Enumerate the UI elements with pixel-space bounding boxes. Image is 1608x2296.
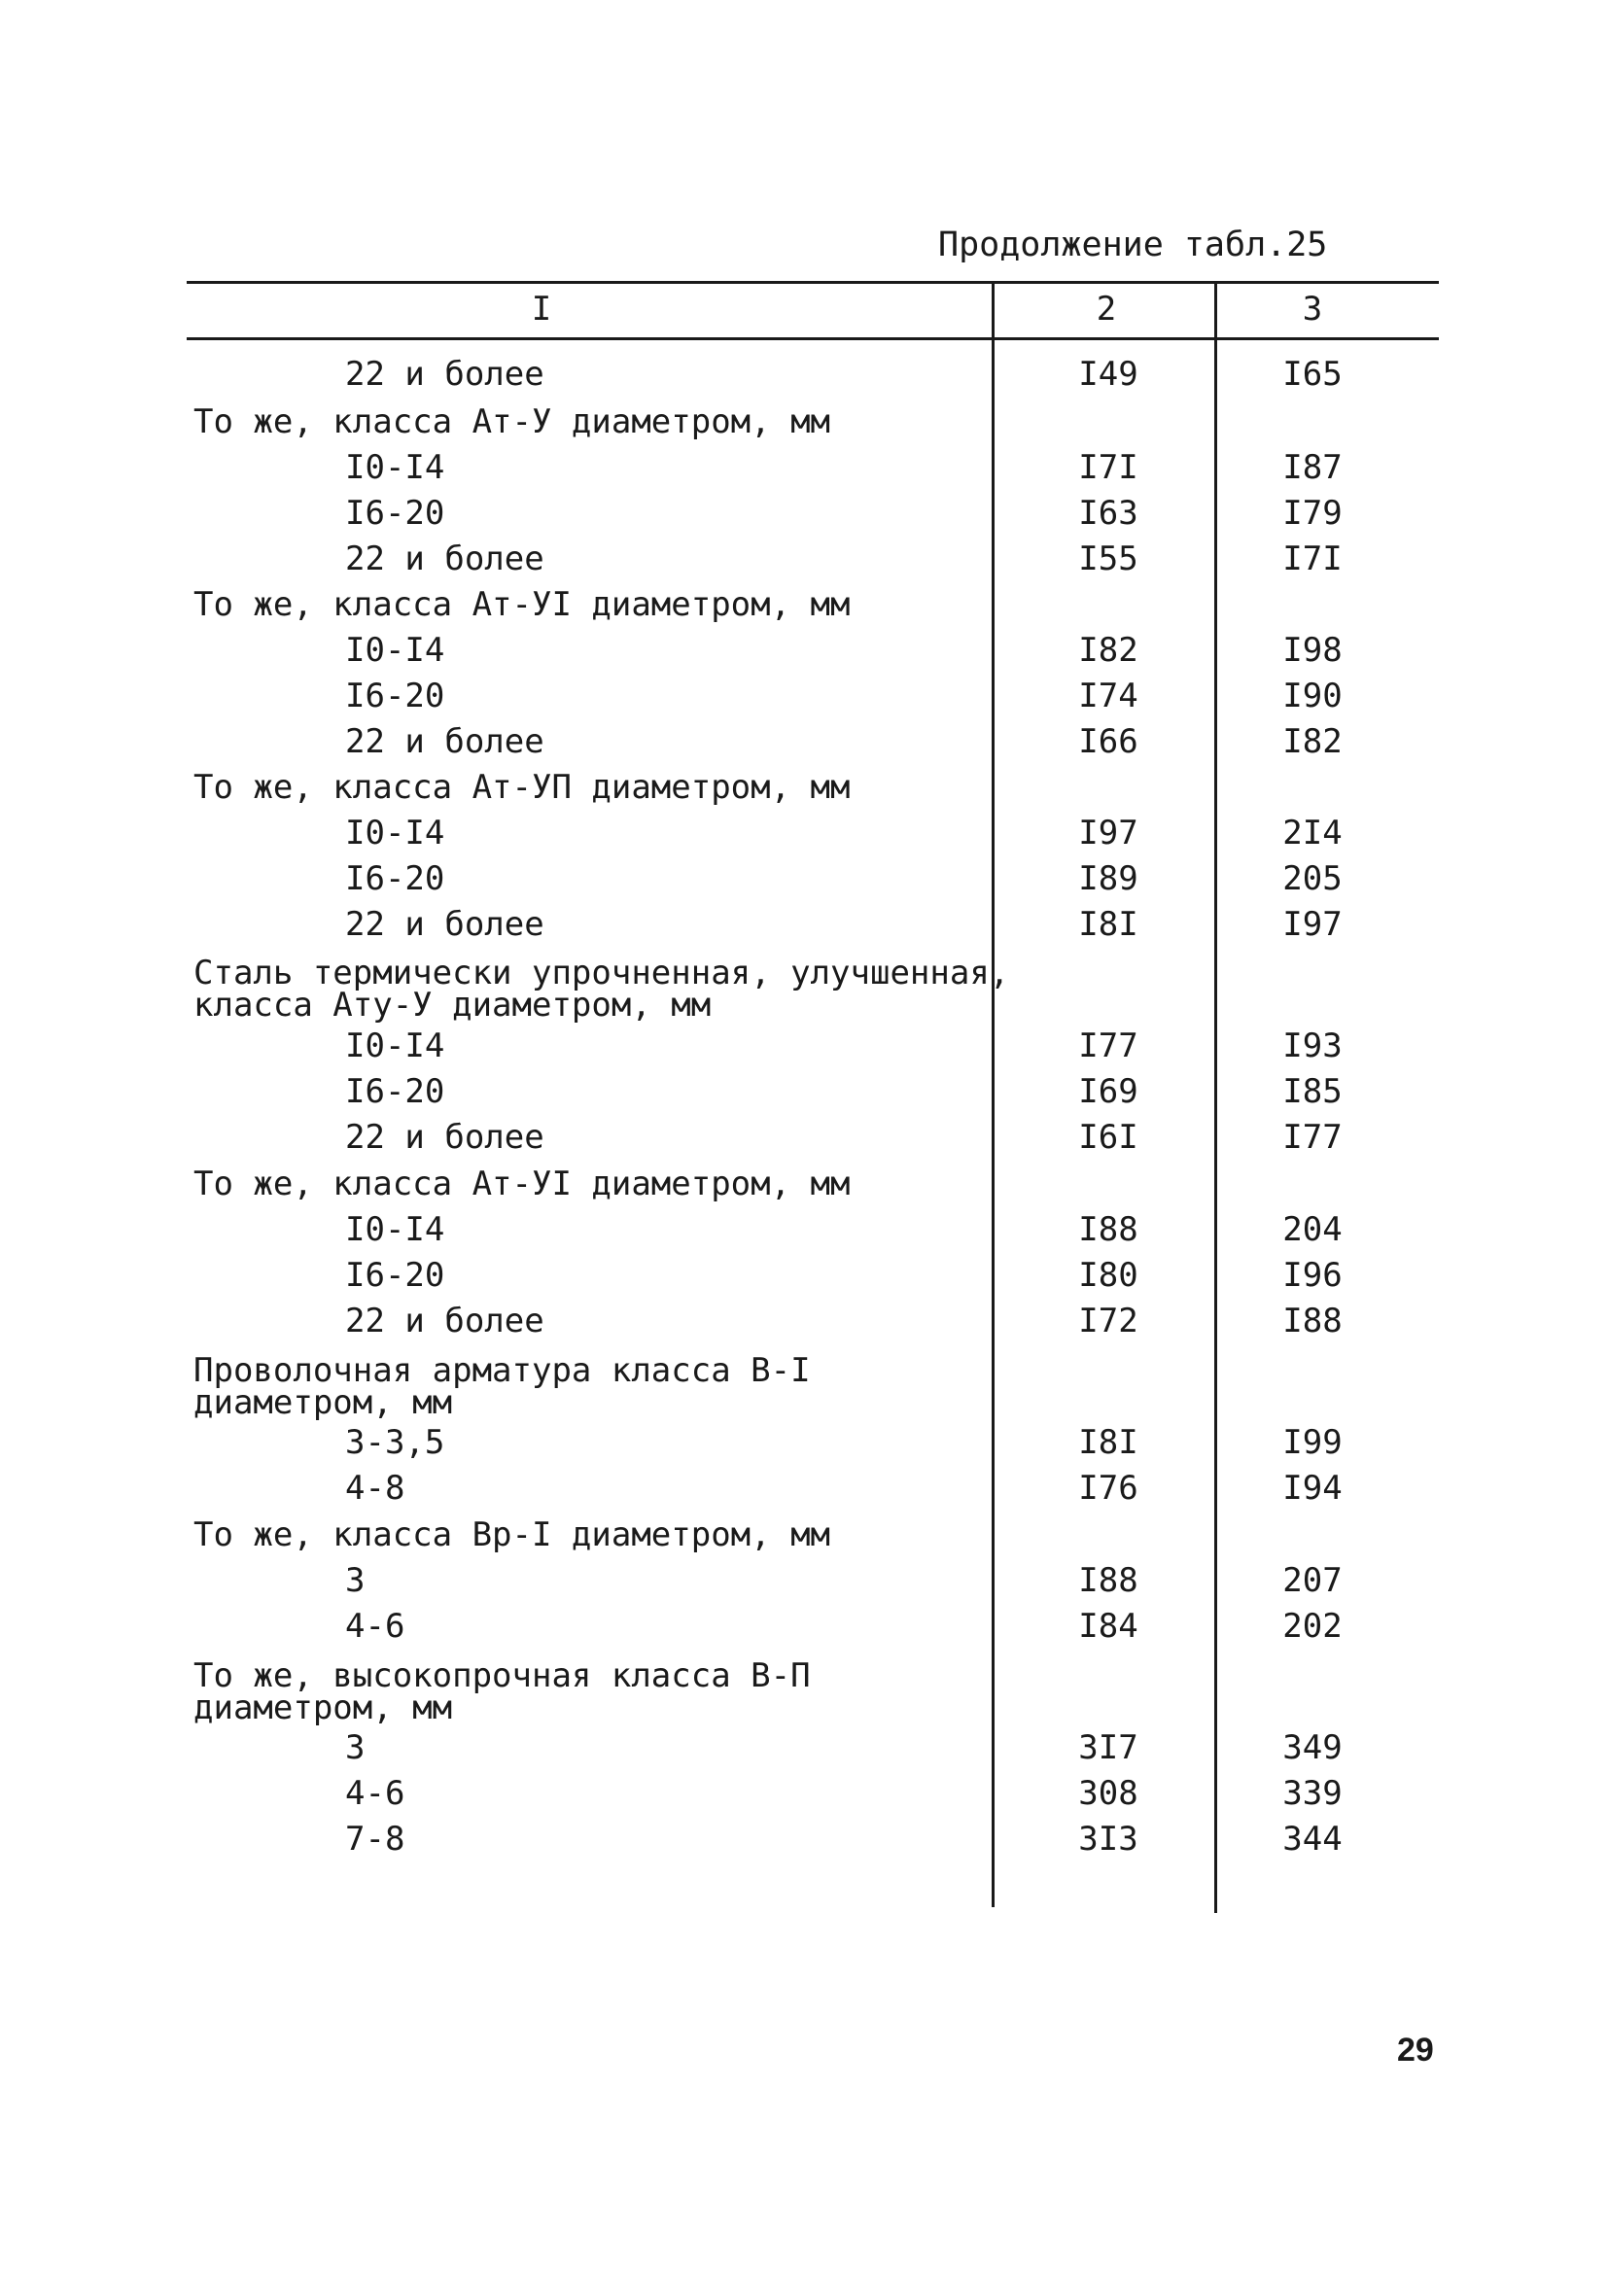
row-value-col2: 3I7 [1078, 1728, 1138, 1767]
row-value-col3: 204 [1282, 1210, 1343, 1249]
table-row-group-heading [0, 1351, 1439, 1422]
row-value-col2: I82 [1078, 631, 1138, 670]
table-row-group-heading [0, 585, 1439, 633]
table-row [0, 1607, 1439, 1654]
table-row [0, 1561, 1439, 1609]
table-caption: Продолжение табл.25 [938, 226, 1328, 264]
row-label: I0-I4 [345, 448, 445, 487]
row-label: I0-I4 [345, 1210, 445, 1249]
row-value-col3: I87 [1282, 448, 1343, 487]
row-label-line-2: диаметром, мм [193, 1688, 453, 1727]
column-header-1: I [531, 290, 552, 329]
table-row [0, 1256, 1439, 1304]
row-value-col2: I74 [1078, 677, 1138, 715]
row-label: 4-6 [345, 1607, 405, 1646]
row-label: 3-3,5 [345, 1423, 445, 1462]
row-value-col3: I79 [1282, 494, 1343, 533]
row-value-col2: I8I [1078, 905, 1138, 944]
row-label-line-1: Проволочная арматура класса В-I [193, 1351, 811, 1390]
column-header-2: 2 [1096, 290, 1117, 329]
row-label: I6-20 [345, 494, 445, 533]
table-row [0, 1210, 1439, 1258]
row-label [193, 1656, 811, 1727]
row-value-col2: I77 [1078, 1026, 1138, 1065]
row-value-col2: I55 [1078, 539, 1138, 578]
row-label: То же, класса Ат-УП диаметром, мм [193, 768, 851, 807]
row-label: 3 [345, 1561, 366, 1600]
row-value-col3: 339 [1282, 1774, 1343, 1813]
row-value-col3: I7I [1282, 539, 1343, 578]
row-value-col3: I82 [1282, 722, 1343, 761]
row-value-col3: I88 [1282, 1302, 1343, 1340]
table-row [0, 722, 1439, 770]
table-row-group-heading [0, 768, 1439, 816]
table-row [0, 859, 1439, 907]
table-row [0, 539, 1439, 587]
row-value-col3: I97 [1282, 905, 1343, 944]
row-value-col3: I96 [1282, 1256, 1343, 1295]
row-value-col2: I97 [1078, 814, 1138, 852]
row-value-col2: I49 [1078, 355, 1138, 394]
table-row [0, 1302, 1439, 1349]
row-value-col2: I89 [1078, 859, 1138, 898]
row-label: I0-I4 [345, 631, 445, 670]
row-label: I6-20 [345, 1256, 445, 1295]
row-label: 22 и более [345, 905, 544, 944]
row-value-col3: 2I4 [1282, 814, 1343, 852]
row-label: I6-20 [345, 1072, 445, 1111]
row-label-line-1: То же, высокопрочная класса В-П [193, 1656, 811, 1695]
row-label: 7-8 [345, 1820, 405, 1859]
row-value-col2: I80 [1078, 1256, 1138, 1295]
table-row [0, 1728, 1439, 1776]
row-label: То же, класса Ат-УI диаметром, мм [193, 1165, 851, 1203]
table-row [0, 448, 1439, 496]
table-row-group-heading [0, 1167, 1439, 1212]
row-value-col2: 308 [1078, 1774, 1138, 1813]
row-label: 3 [345, 1728, 366, 1767]
row-label [193, 954, 1010, 1025]
table-row [0, 679, 1439, 724]
row-value-col2: I63 [1078, 494, 1138, 533]
row-label: 22 и более [345, 539, 544, 578]
table-header-rule [187, 337, 1439, 340]
table-row [0, 1118, 1439, 1165]
row-value-col3: I98 [1282, 631, 1343, 670]
row-label [193, 1351, 811, 1422]
page-number: 29 [1397, 2032, 1434, 2069]
row-label: 4-8 [345, 1469, 405, 1508]
row-value-col3: 202 [1282, 1607, 1343, 1646]
row-value-col2: I7I [1078, 448, 1138, 487]
row-value-col2: I69 [1078, 1072, 1138, 1111]
row-value-col2: I8I [1078, 1423, 1138, 1462]
table-row [0, 1820, 1439, 1867]
row-value-col2: I84 [1078, 1607, 1138, 1646]
row-value-col3: 344 [1282, 1820, 1343, 1859]
row-value-col3: 349 [1282, 1728, 1343, 1767]
row-value-col2: I66 [1078, 722, 1138, 761]
table-row-group-heading [0, 954, 1439, 1025]
row-value-col2: I88 [1078, 1561, 1138, 1600]
row-label: I6-20 [345, 677, 445, 715]
table-row [0, 1072, 1439, 1120]
table-row [0, 494, 1439, 541]
row-label: 22 и более [345, 722, 544, 761]
row-value-col2: I72 [1078, 1302, 1138, 1340]
table-row [0, 1423, 1439, 1471]
row-label-line-1: Сталь термически упрочненная, улучшенная, [193, 954, 1010, 992]
row-value-col3: 205 [1282, 859, 1343, 898]
row-value-col3: I94 [1282, 1469, 1343, 1508]
table-row [0, 1774, 1439, 1822]
table-row-group-heading [0, 1656, 1439, 1727]
row-value-col2: I76 [1078, 1469, 1138, 1508]
table-row [0, 355, 1439, 402]
table-row [0, 814, 1439, 861]
row-value-col3: I93 [1282, 1026, 1343, 1065]
row-label: I0-I4 [345, 1026, 445, 1065]
row-value-col3: 207 [1282, 1561, 1343, 1600]
row-value-col2: 3I3 [1078, 1820, 1138, 1859]
row-value-col3: I99 [1282, 1423, 1343, 1462]
table-row [0, 1026, 1439, 1074]
row-label: 4-6 [345, 1774, 405, 1813]
column-header-3: 3 [1302, 290, 1323, 329]
row-label: I6-20 [345, 859, 445, 898]
row-label-line-2: класса Ату-У диаметром, мм [193, 986, 712, 1025]
table-row-group-heading [0, 1515, 1439, 1563]
row-value-col3: I77 [1282, 1118, 1343, 1157]
table-row [0, 905, 1439, 953]
row-label: 22 и более [345, 1302, 544, 1340]
row-label: 22 и более [345, 1118, 544, 1157]
row-value-col3: I90 [1282, 677, 1343, 715]
row-label: 22 и более [345, 355, 544, 394]
table-row [0, 631, 1439, 678]
table-top-rule [187, 281, 1439, 284]
row-value-col2: I6I [1078, 1118, 1138, 1157]
table-row-group-heading [0, 402, 1439, 450]
row-value-col3: I85 [1282, 1072, 1343, 1111]
row-value-col3: I65 [1282, 355, 1343, 394]
row-label: То же, класса Вр-I диаметром, мм [193, 1515, 831, 1554]
row-value-col2: I88 [1078, 1210, 1138, 1249]
row-label: I0-I4 [345, 814, 445, 852]
row-label: То же, класса Ат-УI диаметром, мм [193, 585, 851, 624]
row-label-line-2: диаметром, мм [193, 1383, 453, 1422]
table-row [0, 1469, 1439, 1516]
row-label: То же, класса Ат-У диаметром, мм [193, 402, 831, 441]
